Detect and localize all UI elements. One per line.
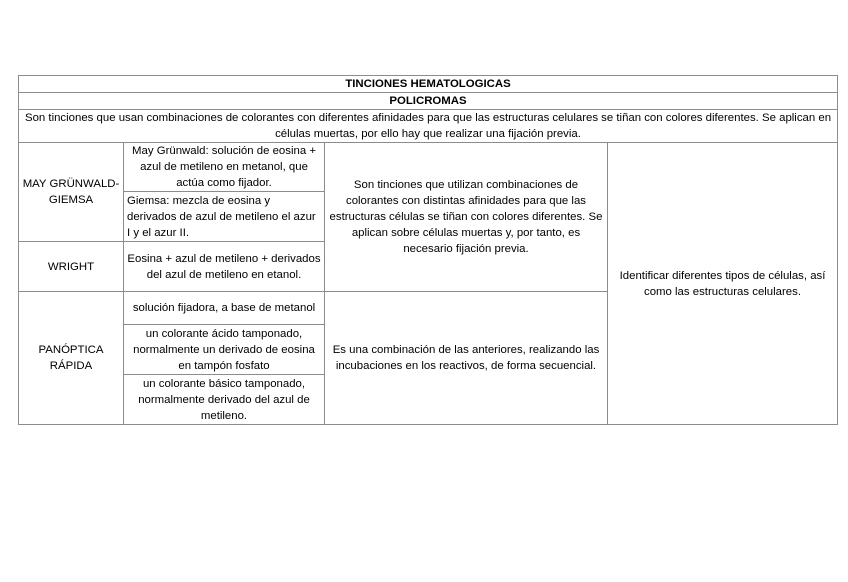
stains-table xyxy=(18,75,838,425)
stain-name-may-grunwald-giemsa: MAY GRÜNWALD-GIEMSA xyxy=(19,143,124,242)
stain-part-acid-dye: un colorante ácido tamponado, normalmente un derivado de eosina en tampón fosfato xyxy=(124,325,325,375)
stain-part-basic-dye: un colorante básico tamponado, normalmente derivado del azul de metileno. xyxy=(124,375,325,425)
stain-part-giemsa: Giemsa: mezcla de eosina y derivados de azul de metileno el azur I y el azur II. xyxy=(124,192,325,242)
purpose-cell: Identificar diferentes tipos de células, así como las estructuras celulares. xyxy=(608,143,838,425)
description-panoptica: Es una combinación de las anteriores, realizando las incubaciones en los reactivos, de forma secuencial. xyxy=(325,292,608,425)
table-intro: Son tinciones que usan combinaciones de colorantes con diferentes afinidades para que las estructuras celulares se tiñan con colores diferentes. Se aplican en células muertas, por ello hay que realizar una fijación previa. xyxy=(19,110,838,143)
description-polychrome: Son tinciones que utilizan combinaciones de colorantes con distintas afinidades para que las estructuras células se tiñan con colores diferentes. Se aplican sobre células muertas y, por tanto, es necesario fijación previa. xyxy=(325,143,608,292)
stain-part-may-grunwald: May Grünwald: solución de eosina + azul de metileno en metanol, que actúa como fijador. xyxy=(124,143,325,192)
stain-part-fixative: solución fijadora, a base de metanol xyxy=(124,292,325,325)
stain-name-wright: WRIGHT xyxy=(19,242,124,292)
stain-name-panoptica-rapida: PANÓPTICA RÁPIDA xyxy=(19,292,124,425)
table-title: TINCIONES HEMATOLOGICAS xyxy=(19,76,838,93)
table-subtitle: POLICROMAS xyxy=(19,93,838,110)
stain-part-wright: Eosina + azul de metileno + derivados del azul de metileno en etanol. xyxy=(124,242,325,292)
